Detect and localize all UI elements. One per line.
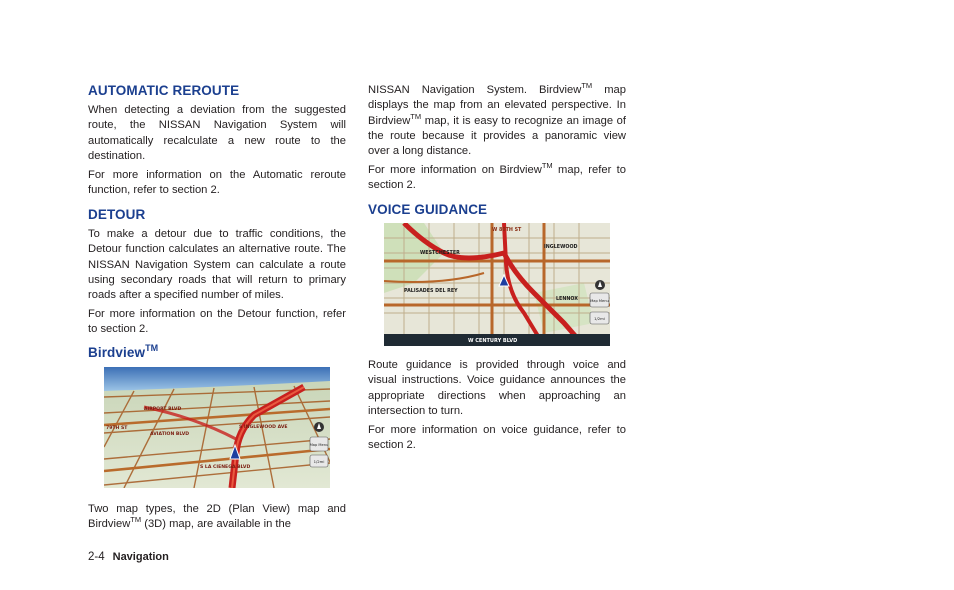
cont-p1-part-b: map displays the map from an elevated perspective. In Birdview — [368, 84, 626, 127]
trademark: TM — [541, 161, 553, 170]
trademark: TM — [581, 81, 593, 90]
voice-guidance-map-image — [384, 223, 610, 346]
cont-p1-part-a: NISSAN Navigation System. Birdview — [368, 84, 582, 96]
detour-paragraph-2: For more information on the Detour function, refer to section 2. — [88, 308, 346, 336]
birdview-p1-part-b: (3D) map, are available in the — [141, 518, 291, 531]
svg-text:Map Menu: Map Menu — [590, 299, 609, 303]
birdview-p1-part-a: Two map types, the 2D (Plan View) map and Birdview — [88, 503, 346, 531]
svg-text:S LA CIENEGA BLVD: S LA CIENEGA BLVD — [200, 465, 251, 470]
svg-text:LENNOX: LENNOX — [556, 297, 578, 302]
voice-paragraph-1: Route guidance is provided through voice and visual instructions. Voice guidance announces the appropriate directions when approaching an intersection to turn. — [368, 359, 626, 417]
detour-paragraph-1: To make a detour due to traffic conditions, the Detour function calculates an alternative route. The NISSAN Navigation System can calculate a route using secondary roads that will return to primary roads after a specified number of miles. — [88, 228, 346, 302]
voice-paragraph-2: For more information on voice guidance, refer to section 2. — [368, 424, 626, 452]
trademark: TM — [130, 515, 142, 525]
svg-text:79TH ST: 79TH ST — [106, 426, 128, 431]
heading-birdview-text: Birdview — [88, 345, 146, 360]
section-name: Navigation — [112, 551, 169, 563]
page-footer — [88, 551, 169, 563]
cont-p1-part-c: map, it is easy to recognize an image of the route because it provides a panoramic view over a long distance. — [368, 114, 626, 158]
birdview-paragraph-1 — [88, 502, 346, 533]
heading-voice-guidance: VOICE GUIDANCE — [368, 202, 488, 217]
svg-text:AIRPORT BLVD: AIRPORT BLVD — [144, 407, 182, 412]
cont-p2-part-b: map, refer to section 2. — [368, 164, 626, 192]
svg-text:WESTCHESTER: WESTCHESTER — [420, 251, 460, 256]
trademark: TM — [410, 111, 422, 121]
heading-birdview — [88, 345, 158, 360]
svg-text:INGLEWOOD: INGLEWOOD — [544, 245, 578, 250]
svg-text:1/2mi: 1/2mi — [594, 316, 605, 321]
cont-p2-part-a: For more information on Birdview — [368, 164, 542, 176]
birdview-map-image — [104, 367, 330, 488]
svg-text:W 80TH ST: W 80TH ST — [492, 228, 522, 233]
svg-text:S INGLEWOOD AVE: S INGLEWOOD AVE — [239, 425, 288, 430]
birdview-continued-paragraph — [368, 83, 626, 159]
heading-detour: DETOUR — [88, 207, 146, 222]
birdview-reference-paragraph — [368, 163, 626, 194]
svg-text:1/2mi: 1/2mi — [313, 459, 325, 464]
svg-text:AVIATION BLVD: AVIATION BLVD — [150, 432, 190, 437]
reroute-paragraph-2: For more information on the Automatic reroute function, refer to section 2. — [88, 169, 346, 197]
heading-automatic-reroute: AUTOMATIC REROUTE — [88, 83, 240, 98]
svg-text:W CENTURY BLVD: W CENTURY BLVD — [468, 338, 518, 344]
trademark: TM — [145, 343, 159, 353]
svg-text:PALISADES DEL REY: PALISADES DEL REY — [404, 289, 458, 294]
svg-text:Map Menu: Map Menu — [309, 443, 329, 447]
reroute-paragraph-1: When detecting a deviation from the suggested route, the NISSAN Navigation System will automatically recalculate a new route to the destination. — [88, 104, 346, 162]
page-number: 2-4 — [88, 551, 105, 563]
